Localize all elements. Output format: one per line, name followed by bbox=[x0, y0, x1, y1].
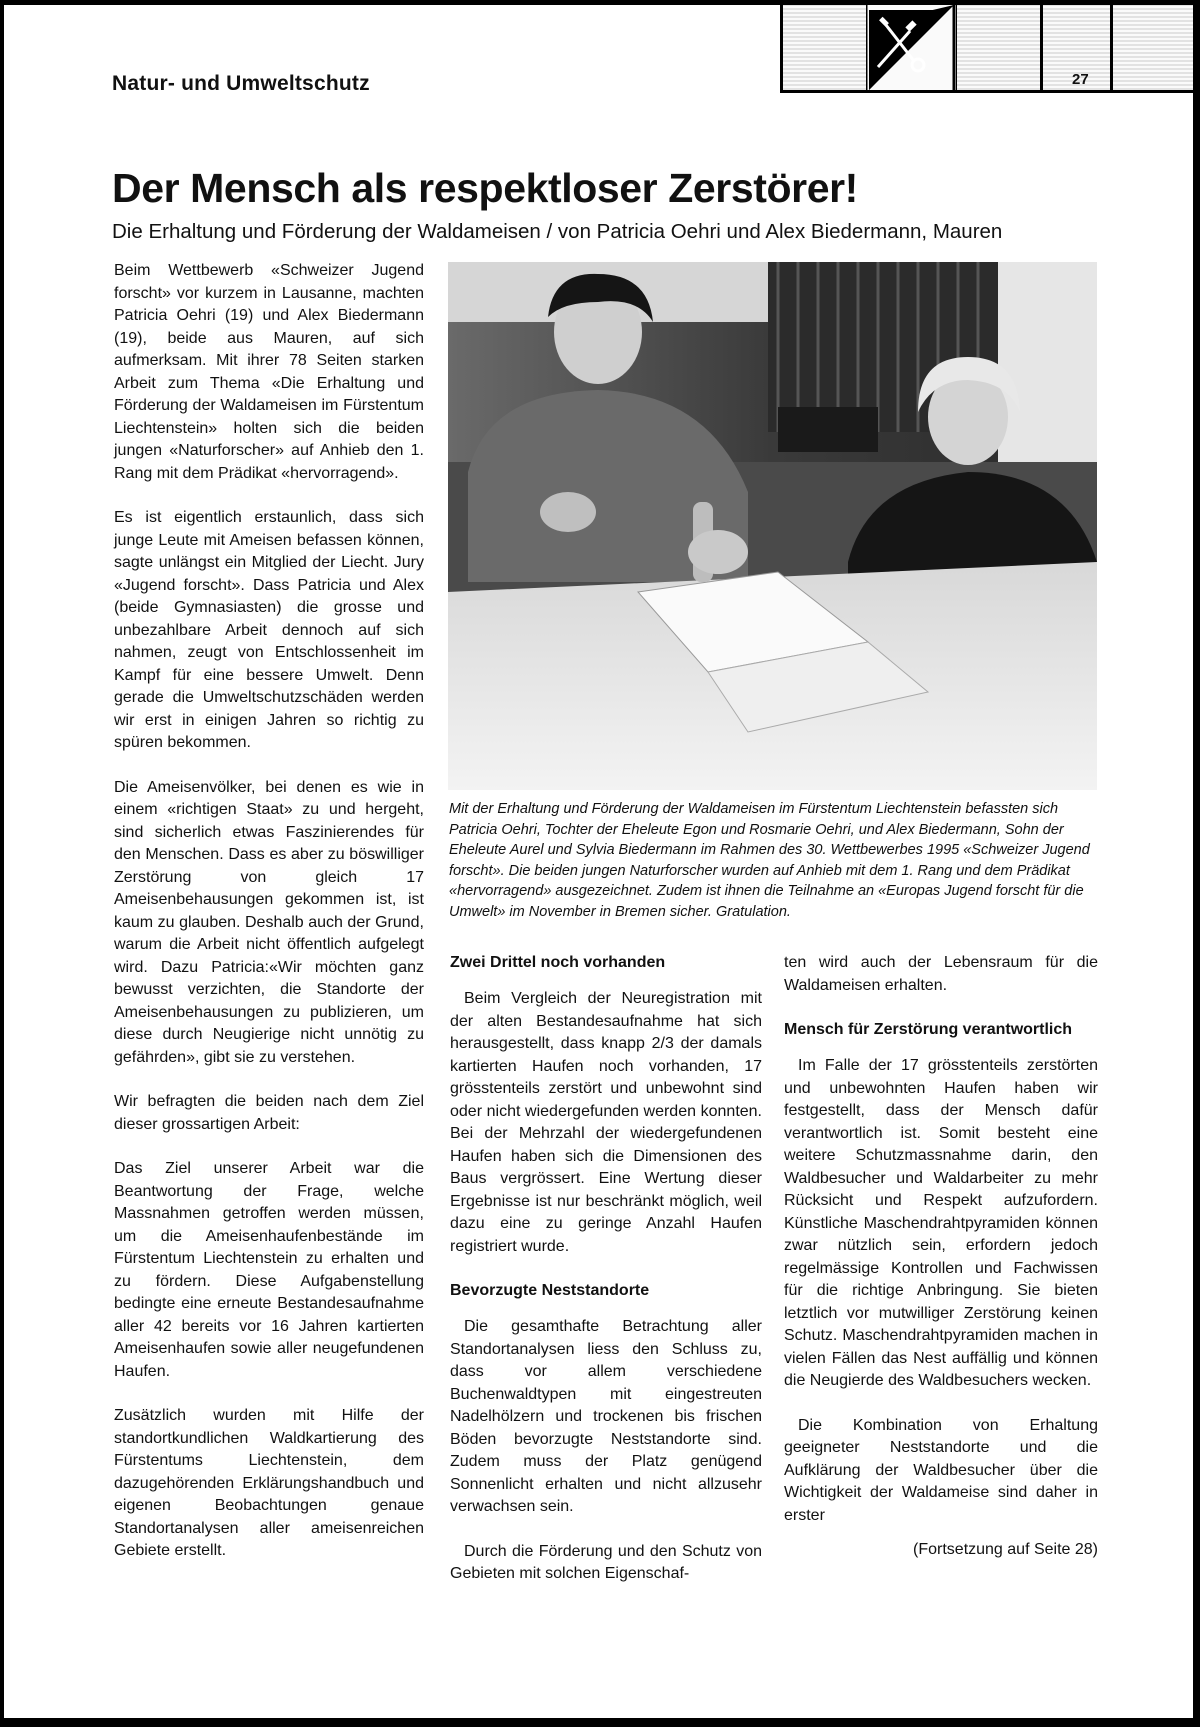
section-heading: Bevorzugte Neststandorte bbox=[450, 1282, 650, 1299]
text-column-1 bbox=[114, 260, 424, 1585]
paragraph: Das Ziel unserer Arbeit war die Beantwortung der Frage, welche Massnahmen getroffen werden müssen, um die Ameisenhaufenbestände im Fürstentum Liechtenstein zu erhalten und zu fördern. Diese Aufgabenstellung bedingte eine erneute Bestandesaufnahme aller 42 bereits vor 16 Jahren kartierten Ameisenhaufen sowie aller neugefundenen Haufen. bbox=[114, 1160, 424, 1380]
paragraph: Zusätzlich wurden mit Hilfe der standortkundlichen Waldkartierung des Fürstentums Liechtenstein, dem dazugehörenden Erklärungshandbuch und eigenen Beobachtungen genaue Standortanalysen aller ameisenreichen Gebiete erstellt. bbox=[114, 1407, 424, 1559]
forestry-tools-icon bbox=[866, 5, 956, 90]
section-heading: Zwei Drittel noch vorhanden bbox=[450, 954, 666, 971]
header-rule bbox=[780, 90, 1193, 93]
header-grid-cell bbox=[1110, 5, 1196, 90]
paragraph: Es ist eigentlich erstaunlich, dass sich junge Leute mit Ameisen befassen können, sagte unlängst ein Mitglied der Liecht. Jury «Jugend forscht». Dass Patricia und Alex (beide Gymnasiasten) die grosse und unbezahlbare Arbeit dennoch auf sich nahmen, zeugt von Entschlossenheit im Kampf für eine bessere Umwelt. Denn gerade die Umweltschutzschäden werden wir erst in einigen Jahren so richtig zu spüren bekommen. bbox=[114, 509, 424, 751]
paragraph: Beim Vergleich der Neuregistration mit der alten Bestandesaufnahme hat sich herausgestellt, dass knapp 2/3 der damals kartierten Haufen noch vorhanden, 17 grösstenteils zerstört und unbewohnt sind oder nicht wiedergefunden werden konnten. Bei der Mehrzahl der wiedergefundenen Haufen haben sich die Dimensionen des Baus vergrössert. Eine Wertung dieser Ergebnisse ist nur beschränkt möglich, weil dazu eine zu geringe Anzahl Haufen registriert wurde. bbox=[450, 990, 762, 1255]
scan-border-left bbox=[0, 0, 4, 1727]
article-title: Der Mensch als respektloser Zerstörer! bbox=[112, 165, 858, 211]
paragraph: Beim Wettbewerb «Schweizer Jugend forscht» vor kurzem in Lausanne, machten Patricia Oehri (19) und Alex Biedermann (19), beide aus Mauren, auf sich aufmerksam. Mit ihrer 78 Seiten starken Arbeit zum Thema «Die Erhaltung und Förderung der Waldameisen im Fürstentum Liechtenstein» holten sich die beiden jungen «Naturforscher» auf Anhieb den 1. Rang mit dem Prädikat «hervorragend». bbox=[114, 262, 424, 482]
paragraph: Die Ameisenvölker, bei denen es wie in einem «richtigen Staat» zu und hergeht, sind sicherlich etwas Faszinierendes für den Menschen. Dass es aber zu böswilliger Zerstörung von gleich 17 Ameisenbehausungen gekommen ist, ist kaum zu glauben. Deshalb auch der Grund, warum die Arbeit nicht öffentlich aufgelegt wird. Dazu Patricia:«Wir möchten ganz bewusst verzichten, die Standorte der Ameisenbehausungen zu publizieren, um diese durch Neugierige nicht unnötig zu gefährden», gibt sie zu verstehen. bbox=[114, 778, 424, 1066]
paragraph: Die gesamthafte Betrachtung aller Standortanalysen liess den Schluss zu, dass vor allem verschiedene Buchenwaldtypen mit eingestreuten Nadelhölzern und trockenen bis frischen Böden bevorzugte Neststandorte sind. Zudem muss der Platz genügend Sonnenlicht erhalten und nicht allzusehr verwachsen sein. bbox=[450, 1318, 762, 1515]
photo-students bbox=[448, 262, 1097, 790]
photo-caption: Mit der Erhaltung und Förderung der Waldameisen im Fürstentum Liechtenstein befassten sich Patricia Oehri, Tochter der Eheleute Egon und Rosmarie Oehri, und Alex Biedermann, Sohn der Eheleute Aurel und Sylvia Biedermann im Rahmen des 30. Wettbewerbes 1995 «Schweizer Jugend forscht». Die beiden jungen Naturforscher wurden auf Anhieb mit dem 1. Rang und dem Prädikat «hervorragend» ausgezeichnet. Zudem ist ihnen die Teilnahme an «Europas Jugend forscht für die Umwelt» im November in Bremen sicher. Gratulation. bbox=[449, 801, 1090, 920]
scan-border-right bbox=[1193, 0, 1200, 1727]
section-heading: Mensch für Zerstörung verantwortlich bbox=[784, 1021, 1073, 1038]
header-grid bbox=[780, 5, 1193, 90]
continuation-note: (Fortsetzung auf Seite 28) bbox=[913, 1541, 1098, 1558]
paragraph: Die Kombination von Erhaltung geeigneter Neststandorte und die Aufklärung der Waldbesucher über die Wichtigkeit der Waldameise sind daher in erster bbox=[784, 1416, 1098, 1524]
page-number: 27 bbox=[1072, 71, 1089, 88]
header-grid-cell bbox=[954, 5, 1040, 90]
section-label: Natur- und Umweltschutz bbox=[112, 72, 370, 95]
text-column-2 bbox=[450, 952, 762, 1608]
paragraph: ten wird auch der Lebensraum für die Waldameisen erhalten. bbox=[784, 954, 1098, 994]
article-subtitle: Die Erhaltung und Förderung der Waldameisen / von Patricia Oehri und Alex Biedermann, Mauren bbox=[112, 220, 1003, 243]
text-column-3 bbox=[784, 952, 1098, 1562]
paragraph: Im Falle der 17 grösstenteils zerstörten und unbewohnten Haufen haben wir festgestellt, dass der Mensch dafür verantwortlich ist. Somit besteht eine weitere Schutzmassnahme darin, den Waldbesucher und Waldarbeiter zu mehr Rücksicht und Respekt aufzufordern. Künstliche Maschendrahtpyramiden können zwar nützlich sein, erfordern jedoch regelmässige Kontrollen und Fachwissen für die richtige Anbringung. Sie bieten letztlich vor mutwilliger Zerstörung keinen Schutz. Maschendrahtpyramiden machen in vielen Fällen das Nest auffällig und können die Neugierde des Waldbesuchers wecken. bbox=[784, 1057, 1098, 1389]
paragraph: Wir befragten die beiden nach dem Ziel dieser grossartigen Arbeit: bbox=[114, 1093, 424, 1133]
header-grid-cell bbox=[780, 5, 867, 90]
scan-border-bottom bbox=[0, 1718, 1200, 1727]
paragraph: Durch die Förderung und den Schutz von Gebieten mit solchen Eigenschaf- bbox=[450, 1542, 762, 1582]
